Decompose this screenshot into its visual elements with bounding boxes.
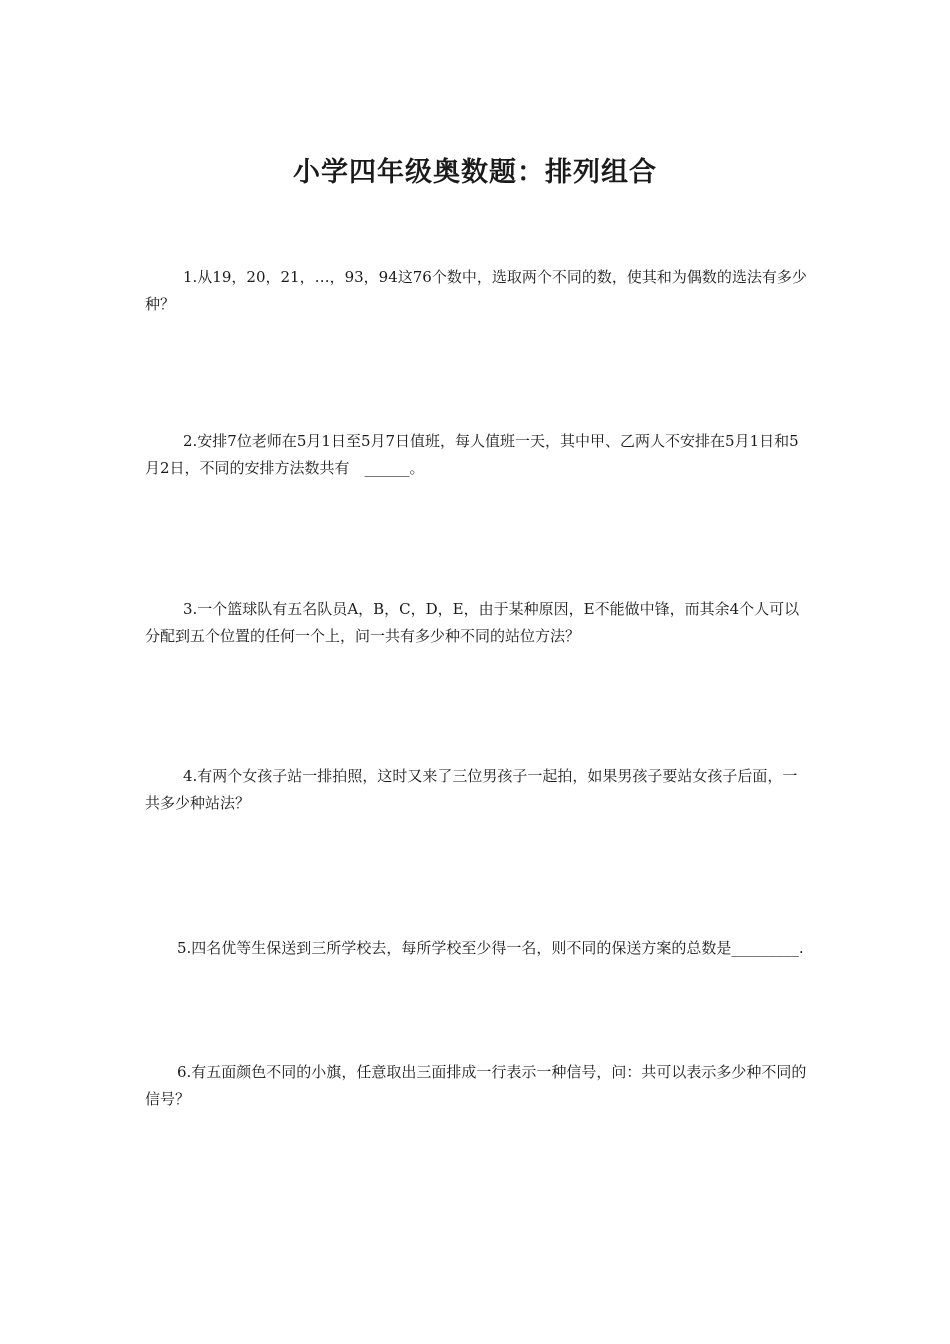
question-4: 4.有两个女孩子站一排拍照，这时又来了三位男孩子一起拍，如果男孩子要站女孩子后面，一共多少种站法？ [145, 767, 798, 812]
question-2: 2.安排7位老师在5月1日至5月7日值班，每人值班一天，其中甲、乙两人不安排在5月1日和5月2日，不同的安排方法数共有 ______。 [145, 432, 799, 477]
question-3: 3.一个篮球队有五名队员A，B，C，D，E，由于某种原因，E不能做中锋，而其余4个人可以分配到五个位置的任何一个上，问一共有多少种不同的站位方法？ [145, 600, 800, 645]
question-1: 1.从19，20，21，…，93，94这76个数中，选取两个不同的数，使其和为偶数的选法有多少种？ [145, 268, 807, 313]
question-5: 5.四名优等生保送到三所学校去，每所学校至少得一名，则不同的保送方案的总数是_________. [177, 939, 804, 957]
page-title: 小学四年级奥数题：排列组合 [293, 157, 657, 188]
question-6: 6.有五面颜色不同的小旗，任意取出三面排成一行表示一种信号，问：共可以表示多少种不同的信号？ [145, 1063, 807, 1108]
